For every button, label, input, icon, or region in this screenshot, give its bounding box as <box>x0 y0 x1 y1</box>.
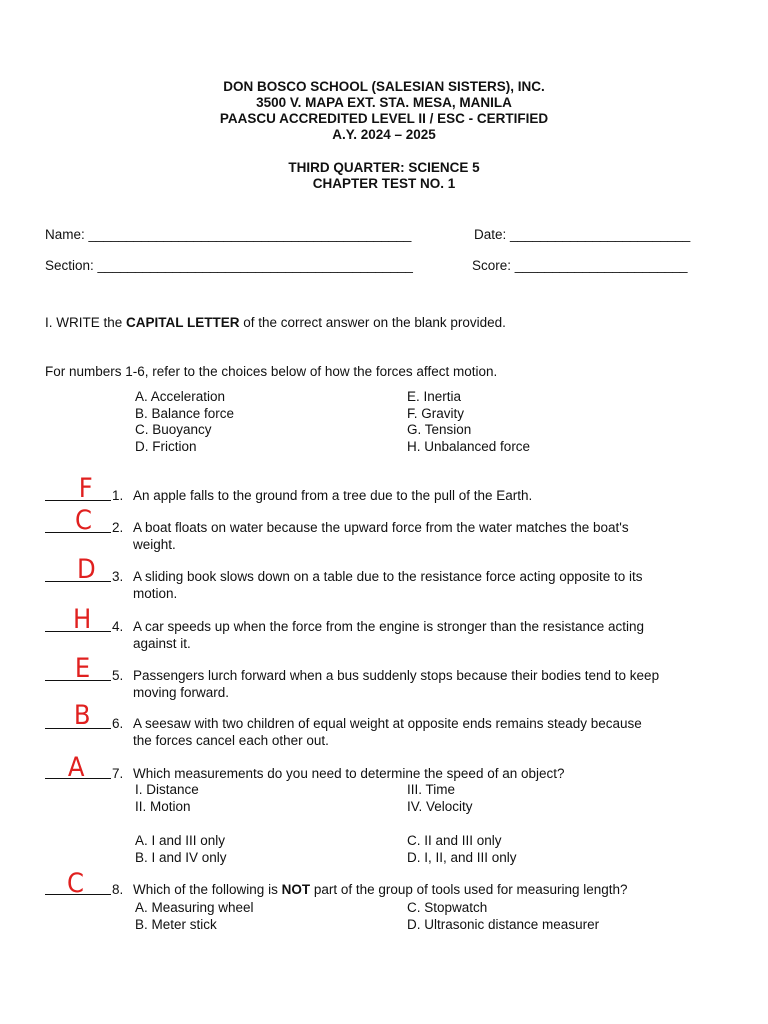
item-number-3: 3. <box>112 569 124 584</box>
question-6 <box>133 716 733 749</box>
question-1-line-1: An apple falls to the ground from a tree due to the pull of the Earth. <box>133 488 533 503</box>
question-2 <box>133 520 733 553</box>
question-1 <box>133 488 733 505</box>
q8-option-c: C. Stopwatch <box>407 900 488 915</box>
question-3-line-1: A sliding book slows down on a table due to the resistance force acting opposite to its <box>133 569 643 584</box>
item-number-1: 1. <box>112 488 124 503</box>
q7-roman-iv: IV. Velocity <box>407 798 473 814</box>
item-number-4: 4. <box>112 619 124 634</box>
choice-g: G. Tension <box>407 422 472 437</box>
score-line[interactable]: _______________________ <box>514 258 688 273</box>
q7-options-left <box>135 833 227 866</box>
answer-mark-5: E <box>74 653 91 684</box>
q7-option-a: A. I and III only <box>135 833 226 848</box>
question-4-line-1: A car speeds up when the force from the engine is stronger than the resistance acting <box>133 619 645 634</box>
q8-option-b: B. Meter stick <box>135 916 217 932</box>
answer-mark-7: A <box>67 752 85 783</box>
q8-option-d: D. Ultrasonic distance measurer <box>407 916 600 932</box>
question-4-line-2: against it. <box>133 635 191 651</box>
question-3 <box>133 569 733 602</box>
question-6-line-2: the forces cancel each other out. <box>133 732 329 748</box>
q8-option-a: A. Measuring wheel <box>135 900 254 915</box>
instruction <box>45 315 506 330</box>
question-8-post: part of the group of tools used for measuring length? <box>310 882 628 897</box>
refer-text: For numbers 1-6, refer to the choices below of how the forces affect motion. <box>45 364 498 379</box>
quarter-title: THIRD QUARTER: SCIENCE 5 <box>288 160 480 175</box>
q7-option-d: D. I, II, and III only <box>407 849 517 865</box>
choice-b: B. Balance force <box>135 405 235 421</box>
q7-roman-ii: II. Motion <box>135 798 191 814</box>
choice-d: D. Friction <box>135 438 197 454</box>
answer-mark-3: D <box>77 554 96 585</box>
section-field[interactable] <box>45 258 413 273</box>
q7-option-b: B. I and IV only <box>135 849 227 865</box>
question-5-line-2: moving forward. <box>133 684 230 700</box>
score-field[interactable] <box>472 258 687 273</box>
name-field[interactable] <box>45 227 411 242</box>
question-4 <box>133 619 733 652</box>
school-address: 3500 V. MAPA EXT. STA. MESA, MANILA <box>256 95 512 110</box>
question-3-line-2: motion. <box>133 585 178 601</box>
q7-roman-iii: III. Time <box>407 782 456 797</box>
choice-c: C. Buoyancy <box>135 422 212 437</box>
choice-h: H. Unbalanced force <box>407 438 531 454</box>
answer-mark-2: C <box>74 505 92 536</box>
name-label: Name: <box>45 227 85 242</box>
question-8 <box>133 882 733 899</box>
date-line[interactable]: ________________________ <box>510 227 691 242</box>
answer-mark-4: H <box>73 604 92 635</box>
section-label: Section: <box>45 258 94 273</box>
instruction-post: of the correct answer on the blank provided. <box>239 315 506 330</box>
instruction-pre: I. WRITE the <box>45 315 127 330</box>
test-title: CHAPTER TEST NO. 1 <box>312 176 456 191</box>
item-number-6: 6. <box>112 716 124 731</box>
item-number-2: 2. <box>112 520 124 535</box>
question-6-line-1: A seesaw with two children of equal weight at opposite ends remains steady because <box>133 716 642 731</box>
question-7 <box>133 766 733 783</box>
answer-mark-8: C <box>66 868 84 899</box>
question-5 <box>133 668 733 701</box>
section-line[interactable]: __________________________________________ <box>97 258 413 273</box>
answer-mark-1: F <box>78 473 93 504</box>
q7-option-c: C. II and III only <box>407 833 502 848</box>
answer-mark-6: B <box>73 700 91 731</box>
date-field[interactable] <box>474 227 690 242</box>
item-number-8: 8. <box>112 882 124 897</box>
item-number-7: 7. <box>112 766 124 781</box>
name-line[interactable]: ___________________________________________ <box>88 227 412 242</box>
score-label: Score: <box>472 258 512 273</box>
q7-options-right <box>407 833 517 866</box>
choice-e: E. Inertia <box>407 389 462 404</box>
q8-options-right <box>407 900 599 933</box>
q7-roman-i: I. Distance <box>135 782 199 797</box>
date-label: Date: <box>474 227 507 242</box>
q7-roman-left <box>135 782 199 815</box>
choices-left <box>135 389 234 455</box>
item-number-5: 5. <box>112 668 124 683</box>
accreditation: PAASCU ACCREDITED LEVEL II / ESC - CERTIFIED <box>219 111 549 126</box>
school-name: DON BOSCO SCHOOL (SALESIAN SISTERS), INC. <box>223 79 545 94</box>
question-2-line-2: weight. <box>133 536 176 552</box>
q7-roman-right <box>407 782 473 815</box>
choice-f: F. Gravity <box>407 405 465 421</box>
question-8-pre: Which of the following is <box>133 882 282 897</box>
choices-right <box>407 389 530 455</box>
q8-options-left <box>135 900 254 933</box>
question-7-line-1: Which measurements do you need to determine the speed of an object? <box>133 766 565 781</box>
academic-year: A.Y. 2024 – 2025 <box>332 127 436 142</box>
choice-a: A. Acceleration <box>135 389 226 404</box>
instruction-bold: CAPITAL LETTER <box>126 315 240 330</box>
question-5-line-1: Passengers lurch forward when a bus suddenly stops because their bodies tend to keep <box>133 668 660 683</box>
question-2-line-1: A boat floats on water because the upward force from the water matches the boat's <box>133 520 629 535</box>
question-8-bold: NOT <box>281 882 311 897</box>
